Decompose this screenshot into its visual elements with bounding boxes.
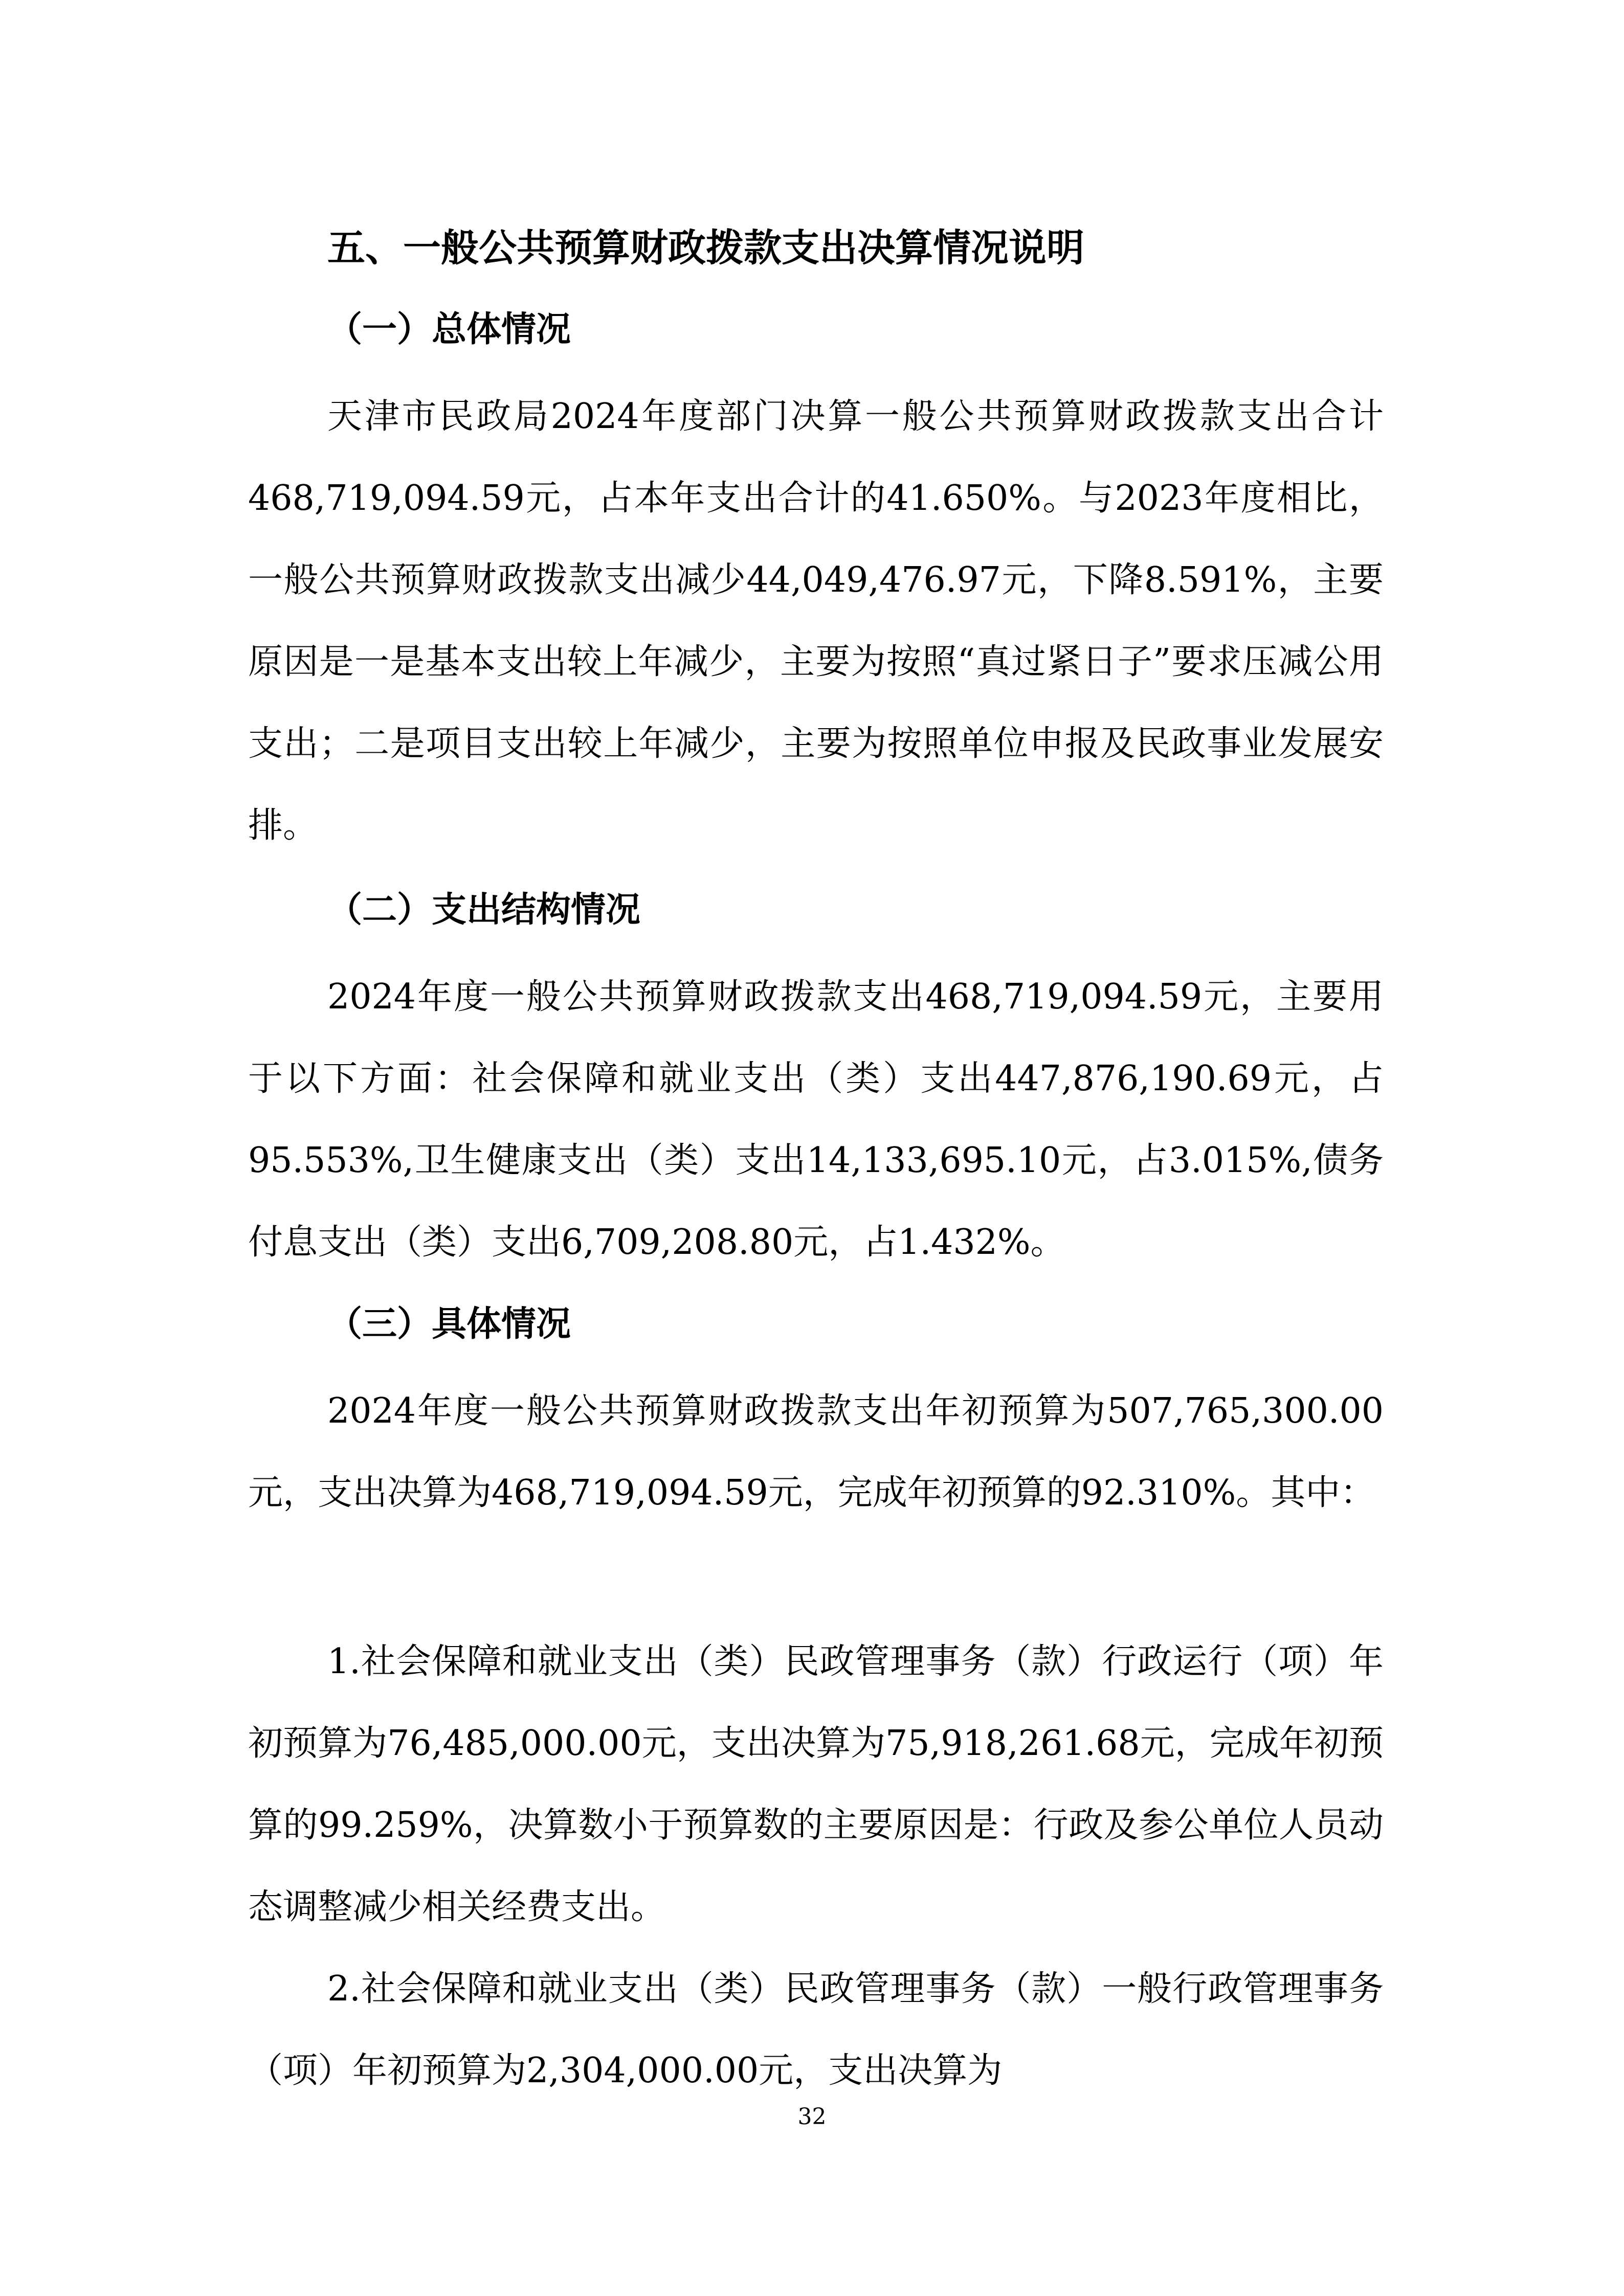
detail-intro-paragraph: 2024年度一般公共预算财政拨款支出年初预算为507,765,300.00元，支出决算为468,719,094.59元，完成年初预算的92.310%。其中： bbox=[248, 1391, 1384, 1513]
page-number: 32 bbox=[797, 2104, 827, 2130]
overall-heading: （一）总体情况 bbox=[327, 309, 571, 350]
detail-item-2-paragraph: 2.社会保障和就业支出（类）民政管理事务（款）一般行政管理事务（项）年初预算为2,304,000.00元，支出决算为 bbox=[248, 1969, 1384, 2091]
detail-item-1-paragraph: 1.社会保障和就业支出（类）民政管理事务（款）行政运行（项）年初预算为76,485,000.00元，支出决算为75,918,261.68元，完成年初预算的99.259%，决算数小于预算数的主要原因是：行政及参公单位人员动态调整减少相关经费支出。 bbox=[248, 1641, 1384, 1927]
section-heading: 五、一般公共预算财政拨款支出决算情况说明 bbox=[327, 226, 1084, 270]
overall-paragraph: 天津市民政局2024年度部门决算一般公共预算财政拨款支出合计468,719,094.59元，占本年支出合计的41.650%。与2023年度相比，一般公共预算财政拨款支出减少44,049,476.97元，下降8.591%，主要原因是一是基本支出较上年减少，主要为按照“真过紧日子”要求压减公用支出；二是项目支出较上年减少，主要为按照单位申报及民政事业发展安排。 bbox=[248, 396, 1384, 846]
structure-heading: （二）支出结构情况 bbox=[327, 890, 641, 930]
structure-paragraph: 2024年度一般公共预算财政拨款支出468,719,094.59元，主要用于以下方面：社会保障和就业支出（类）支出447,876,190.69元，占95.553%,卫生健康支出（类）支出14,133,695.10元，占3.015%,债务付息支出（类）支出6,709,208.80元，占1.432%。 bbox=[248, 977, 1384, 1263]
detail-heading: （三）具体情况 bbox=[327, 1304, 571, 1344]
